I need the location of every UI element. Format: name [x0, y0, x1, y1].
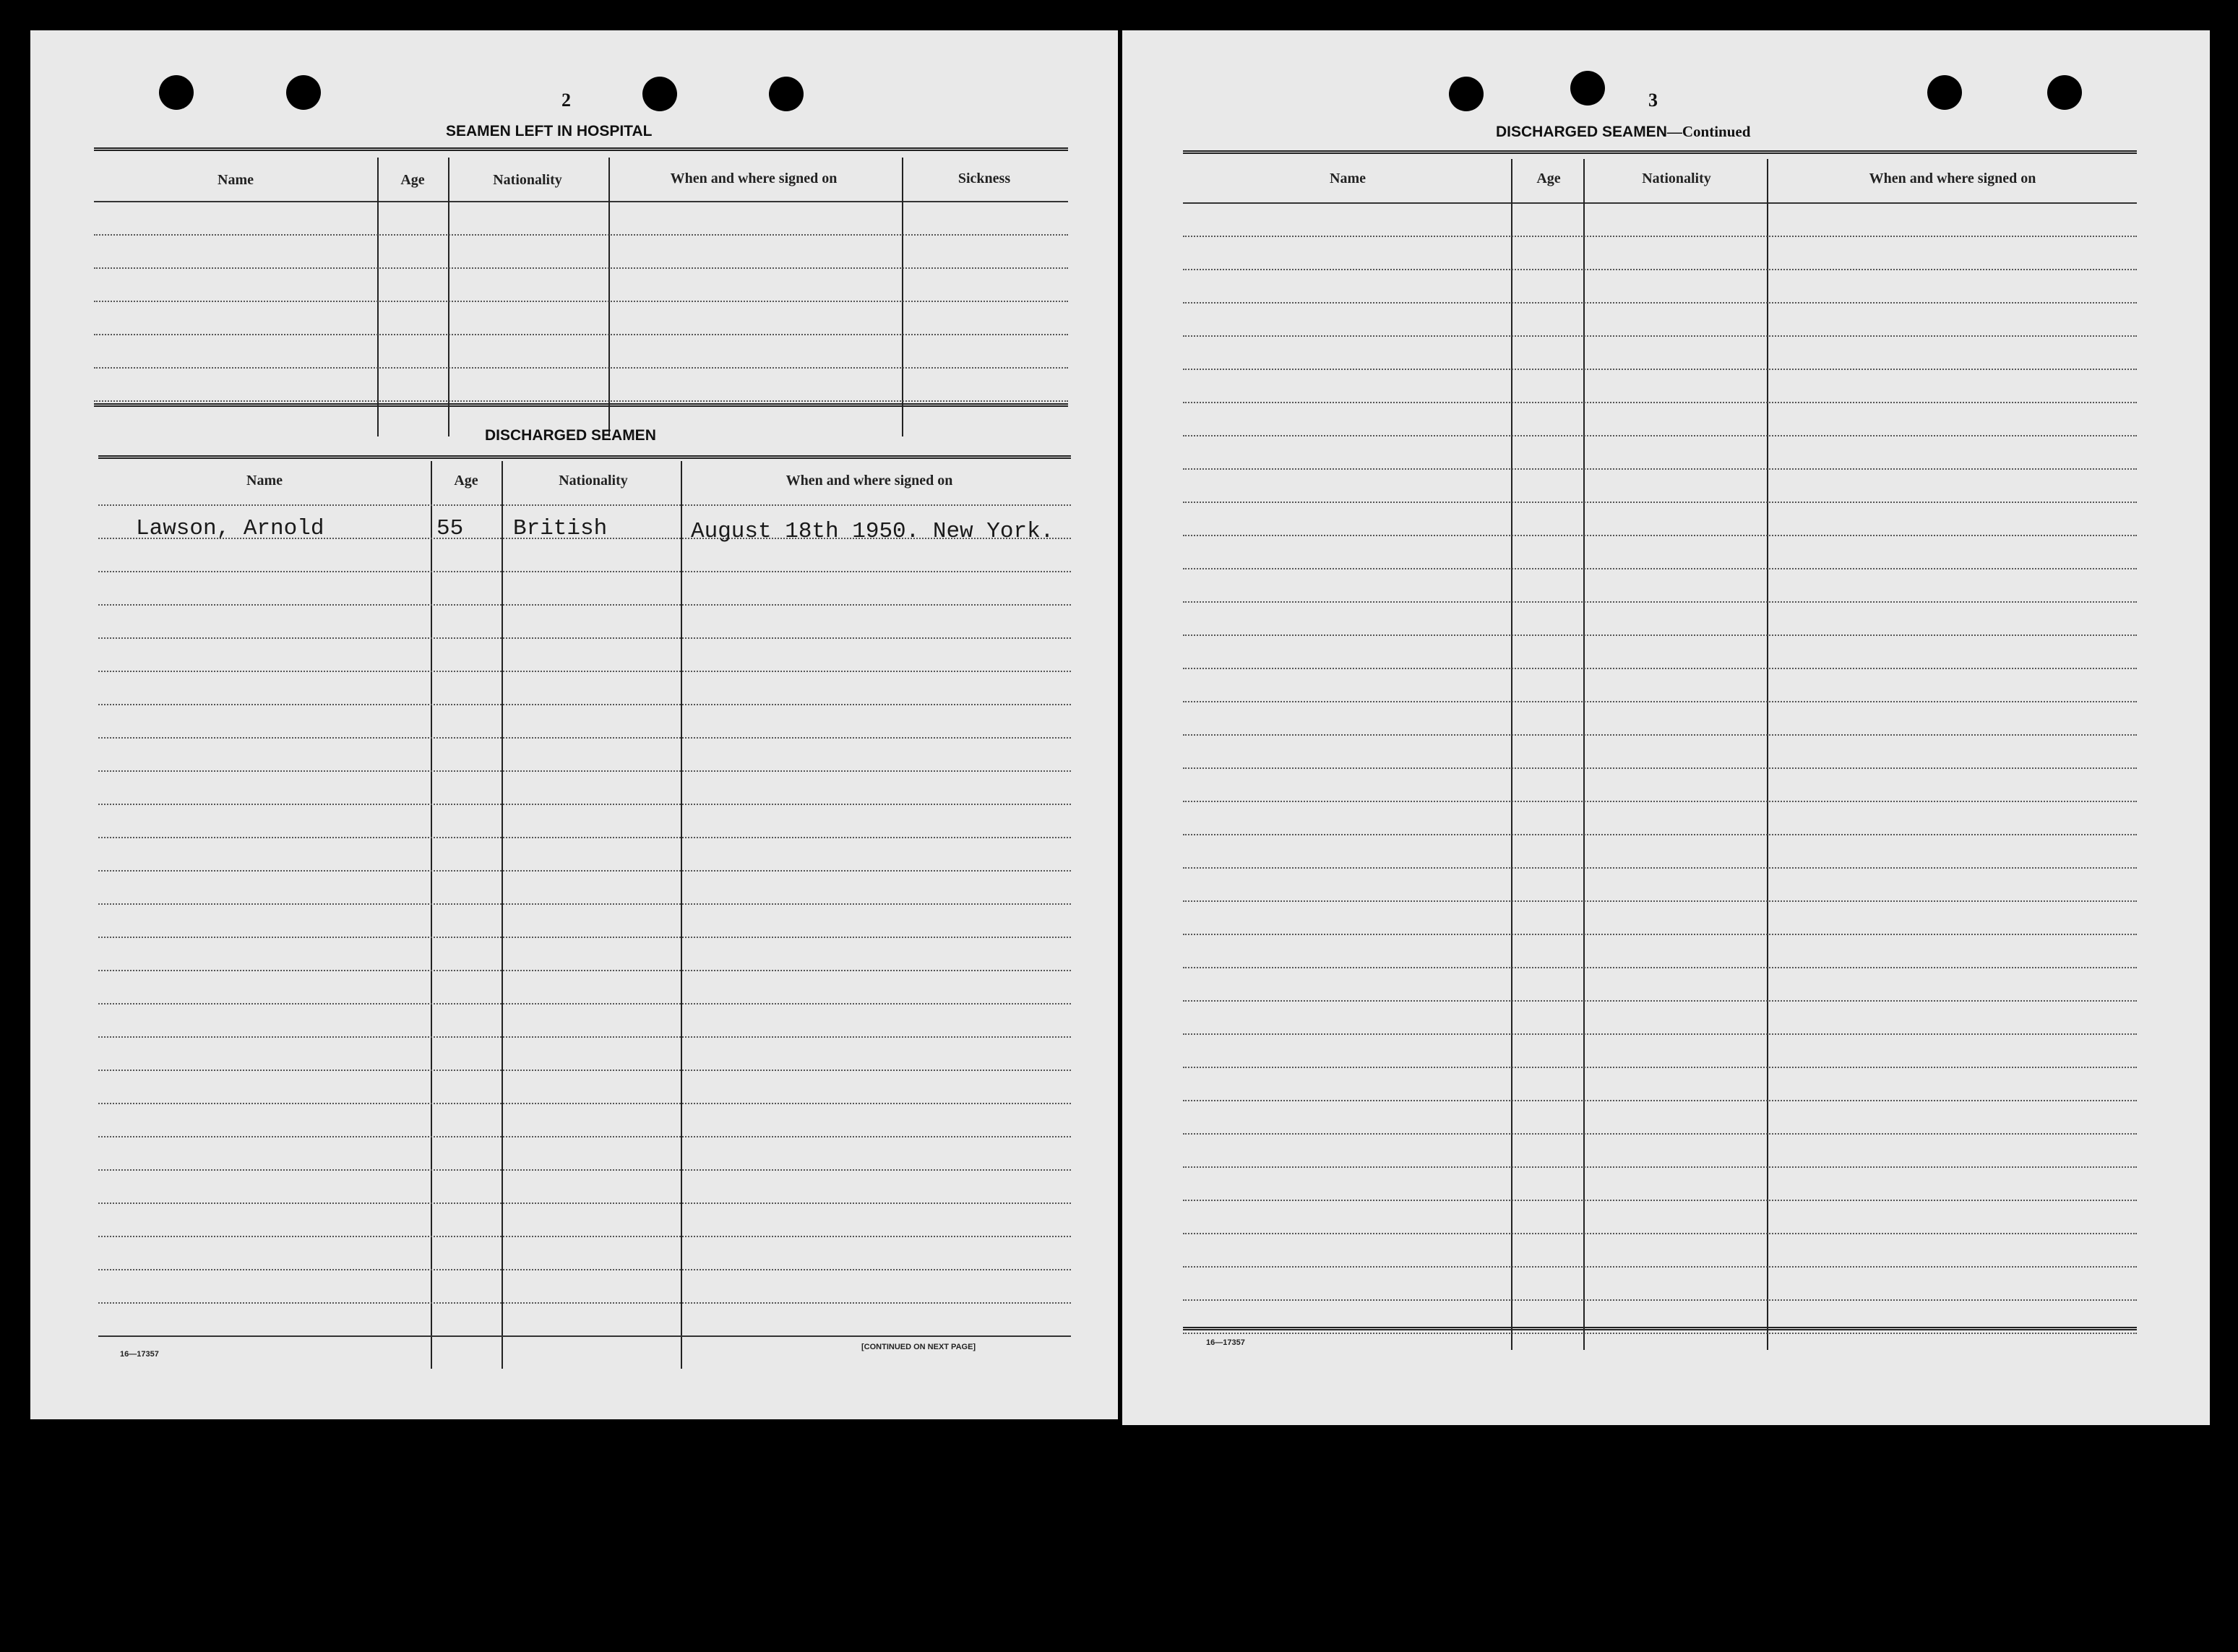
col-header-nationality: Nationality — [559, 473, 628, 489]
table-top-rule — [1183, 150, 2137, 154]
table-row — [1183, 236, 2137, 237]
col-header-name: Name — [246, 473, 283, 489]
table-top-rule — [94, 147, 1068, 151]
column-divider — [431, 461, 432, 1369]
table-row — [1183, 867, 2137, 869]
right-page — [1122, 30, 2210, 1425]
table-row — [94, 367, 1068, 369]
table-row — [98, 671, 1071, 672]
table-top-rule — [98, 455, 1071, 459]
left-page — [30, 30, 1118, 1419]
table-bottom-rule — [94, 403, 1068, 407]
table-row — [1183, 502, 2137, 503]
column-divider — [377, 158, 379, 436]
discharged-section-title: DISCHARGED SEAMEN — [485, 427, 656, 444]
punch-hole — [159, 75, 194, 110]
table-row — [1183, 1266, 2137, 1268]
col-header-signed-on: When and where signed on — [1869, 171, 2036, 186]
table-row — [1183, 934, 2137, 935]
table-row — [98, 1003, 1071, 1004]
table-row — [1183, 1299, 2137, 1301]
punch-hole — [286, 75, 321, 110]
continued-note: [CONTINUED ON NEXT PAGE] — [861, 1343, 976, 1351]
table-row — [98, 870, 1071, 872]
table-row — [1183, 1200, 2137, 1201]
table-row — [1183, 601, 2137, 603]
table-row — [1183, 634, 2137, 636]
table-row — [98, 704, 1071, 705]
hospital-section-title: SEAMEN LEFT IN HOSPITAL — [446, 123, 653, 139]
column-divider — [1511, 159, 1512, 1350]
punch-hole — [1449, 77, 1484, 111]
table-row — [98, 1036, 1071, 1038]
table-row — [1183, 1333, 2137, 1334]
table-row — [1183, 1000, 2137, 1002]
table-row — [94, 234, 1068, 236]
entry-age: 55 — [436, 516, 464, 541]
col-header-nationality: Nationality — [493, 172, 562, 188]
table-row — [98, 1136, 1071, 1137]
table-row — [1183, 1133, 2137, 1135]
column-divider — [448, 158, 449, 436]
table-row — [1183, 402, 2137, 403]
table-row — [1183, 335, 2137, 337]
table-row — [98, 1269, 1071, 1270]
col-header-signed-on: When and where signed on — [670, 171, 838, 186]
table-row — [1183, 1067, 2137, 1068]
punch-hole — [1570, 71, 1605, 106]
table-row — [1183, 767, 2137, 769]
table-row — [94, 301, 1068, 302]
col-header-sickness: Sickness — [957, 171, 1011, 186]
column-divider — [1583, 159, 1585, 1350]
table-row — [1183, 1166, 2137, 1168]
page-number: 3 — [1648, 90, 1658, 111]
table-row — [1183, 535, 2137, 536]
table-row — [98, 1169, 1071, 1171]
table-row — [98, 637, 1071, 639]
table-row — [1183, 269, 2137, 270]
entry-nationality: British — [513, 516, 608, 541]
col-header-nationality: Nationality — [1642, 171, 1711, 186]
table-row — [98, 804, 1071, 805]
page-number: 2 — [561, 90, 571, 111]
table-row — [98, 837, 1071, 838]
table-row — [98, 737, 1071, 739]
table-row — [1183, 668, 2137, 669]
col-header-signed-on: When and where signed on — [786, 473, 953, 489]
col-header-age: Age — [454, 473, 478, 489]
title-continued: —Continued — [1666, 123, 1751, 140]
column-divider — [1767, 159, 1768, 1350]
table-row — [1183, 1233, 2137, 1234]
table-row — [1183, 568, 2137, 569]
table-row — [98, 1203, 1071, 1204]
entry-name: Lawson, Arnold — [136, 516, 324, 541]
table-row — [1183, 1033, 2137, 1035]
punch-hole — [1927, 75, 1962, 110]
table-row — [1183, 900, 2137, 902]
table-row — [98, 770, 1071, 772]
table-row — [1183, 369, 2137, 370]
table-row — [98, 1070, 1071, 1071]
table-row — [98, 604, 1071, 606]
entry-signed-on: August 18th 1950. New York. — [691, 519, 1054, 544]
table-row — [1183, 302, 2137, 304]
form-number: 16—17357 — [1206, 1338, 1245, 1347]
table-row — [98, 504, 1071, 506]
table-row — [98, 1302, 1071, 1304]
punch-hole — [769, 77, 804, 111]
table-row — [1183, 435, 2137, 436]
col-header-age: Age — [1536, 171, 1561, 186]
col-header-age: Age — [400, 172, 425, 188]
column-divider — [902, 158, 903, 436]
punch-hole — [2047, 75, 2082, 110]
table-row — [1183, 834, 2137, 835]
table-row — [94, 400, 1068, 402]
table-row — [1183, 734, 2137, 736]
table-row — [98, 571, 1071, 572]
table-row — [98, 1103, 1071, 1104]
header-bottom-rule — [1183, 202, 2137, 204]
table-row — [94, 334, 1068, 335]
table-row — [98, 1236, 1071, 1237]
table-bottom-rule — [98, 1335, 1071, 1337]
table-row — [98, 970, 1071, 971]
col-header-name: Name — [1330, 171, 1366, 186]
table-row — [1183, 801, 2137, 802]
title-main: DISCHARGED SEAMEN — [1496, 124, 1667, 140]
column-divider — [608, 158, 610, 436]
column-divider — [681, 461, 682, 1369]
column-divider — [502, 461, 503, 1369]
col-header-name: Name — [218, 172, 254, 188]
punch-hole — [642, 77, 677, 111]
table-row — [94, 267, 1068, 269]
table-row — [98, 903, 1071, 905]
table-row — [1183, 967, 2137, 968]
header-bottom-rule — [94, 201, 1068, 202]
table-row — [1183, 1100, 2137, 1101]
table-bottom-rule — [1183, 1327, 2137, 1330]
discharged-continued-title — [1496, 123, 1750, 141]
table-row — [1183, 701, 2137, 702]
form-number: 16—17357 — [120, 1350, 159, 1359]
table-row — [98, 937, 1071, 938]
table-row — [1183, 468, 2137, 470]
